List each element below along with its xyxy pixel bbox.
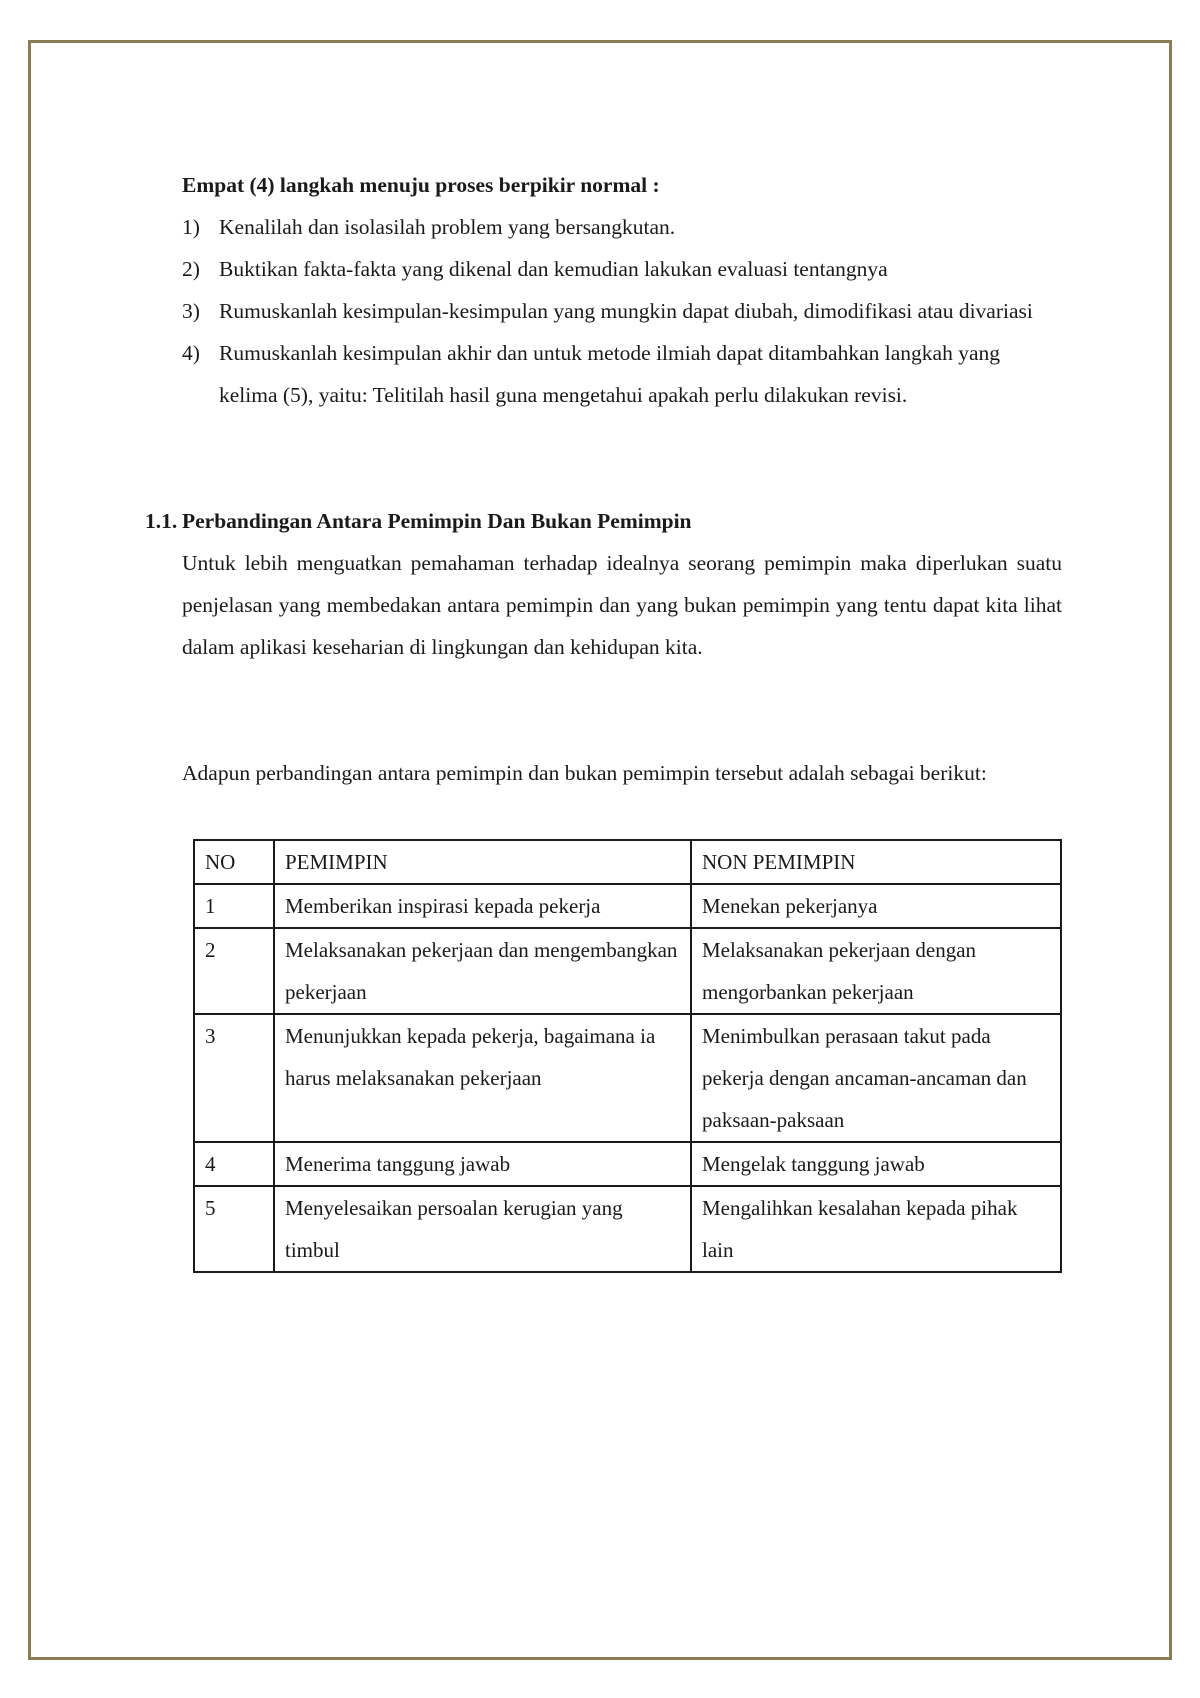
list-item [182, 248, 1062, 290]
cell-no: 1 [194, 884, 274, 928]
table-header-row [194, 840, 1061, 884]
cell-non-pemimpin: Melaksanakan pekerjaan dengan mengorbankan pekerjaan [691, 928, 1061, 1014]
list-item [182, 332, 1062, 416]
table-row [194, 928, 1061, 1014]
list-text: Rumuskanlah kesimpulan-kesimpulan yang mungkin dapat diubah, dimodifikasi atau divariasi [219, 299, 1033, 323]
steps-section [182, 164, 1062, 416]
header-pemimpin: PEMIMPIN [274, 840, 691, 884]
list-number: 2) [182, 257, 200, 281]
comparison-table [193, 839, 1062, 1273]
list-text: Buktikan fakta-fakta yang dikenal dan kemudian lakukan evaluasi tentangnya [219, 257, 888, 281]
table-row [194, 1186, 1061, 1272]
cell-pemimpin: Menyelesaikan persoalan kerugian yang timbul [274, 1186, 691, 1272]
section-heading [145, 500, 692, 542]
cell-non-pemimpin: Mengelak tanggung jawab [691, 1142, 1061, 1186]
list-number: 4) [182, 341, 200, 365]
cell-non-pemimpin: Mengalihkan kesalahan kepada pihak lain [691, 1186, 1061, 1272]
table-row [194, 1142, 1061, 1186]
cell-no: 4 [194, 1142, 274, 1186]
section-title: Perbandingan Antara Pemimpin Dan Bukan Pemimpin [182, 509, 692, 533]
cell-pemimpin: Menunjukkan kepada pekerja, bagaimana ia harus melaksanakan pekerjaan [274, 1014, 691, 1142]
list-text: Rumuskanlah kesimpulan akhir dan untuk metode ilmiah dapat ditambahkan langkah yang kelima (5), yaitu: Telitilah hasil guna mengetahui apakah perlu dilakukan revisi. [219, 341, 1000, 407]
cell-non-pemimpin: Menimbulkan perasaan takut pada pekerja dengan ancaman-ancaman dan paksaan-paksaan [691, 1014, 1061, 1142]
table-row [194, 884, 1061, 928]
header-non-pemimpin: NON PEMIMPIN [691, 840, 1061, 884]
cell-no: 3 [194, 1014, 274, 1142]
cell-no: 2 [194, 928, 274, 1014]
cell-pemimpin: Memberikan inspirasi kepada pekerja [274, 884, 691, 928]
paragraph-intro: Untuk lebih menguatkan pemahaman terhadap idealnya seorang pemimpin maka diperlukan suatu penjelasan yang membedakan antara pemimpin dan yang bukan pemimpin yang tentu dapat kita lihat dalam aplikasi keseharian di lingkungan dan kehidupan kita. [182, 551, 1062, 659]
header-no: NO [194, 840, 274, 884]
list-item [182, 206, 1062, 248]
paragraph-comparison: Adapun perbandingan antara pemimpin dan bukan pemimpin tersebut adalah sebagai berikut: [182, 761, 987, 785]
list-text: Kenalilah dan isolasilah problem yang bersangkutan. [219, 215, 676, 239]
steps-heading: Empat (4) langkah menuju proses berpikir normal : [182, 173, 660, 197]
cell-non-pemimpin: Menekan pekerjanya [691, 884, 1061, 928]
steps-list [182, 206, 1062, 416]
cell-pemimpin: Melaksanakan pekerjaan dan mengembangkan pekerjaan [274, 928, 691, 1014]
cell-no: 5 [194, 1186, 274, 1272]
list-item [182, 290, 1062, 332]
table-row [194, 1014, 1061, 1142]
list-number: 1) [182, 215, 200, 239]
cell-pemimpin: Menerima tanggung jawab [274, 1142, 691, 1186]
list-number: 3) [182, 299, 200, 323]
section-number: 1.1. [145, 509, 178, 533]
